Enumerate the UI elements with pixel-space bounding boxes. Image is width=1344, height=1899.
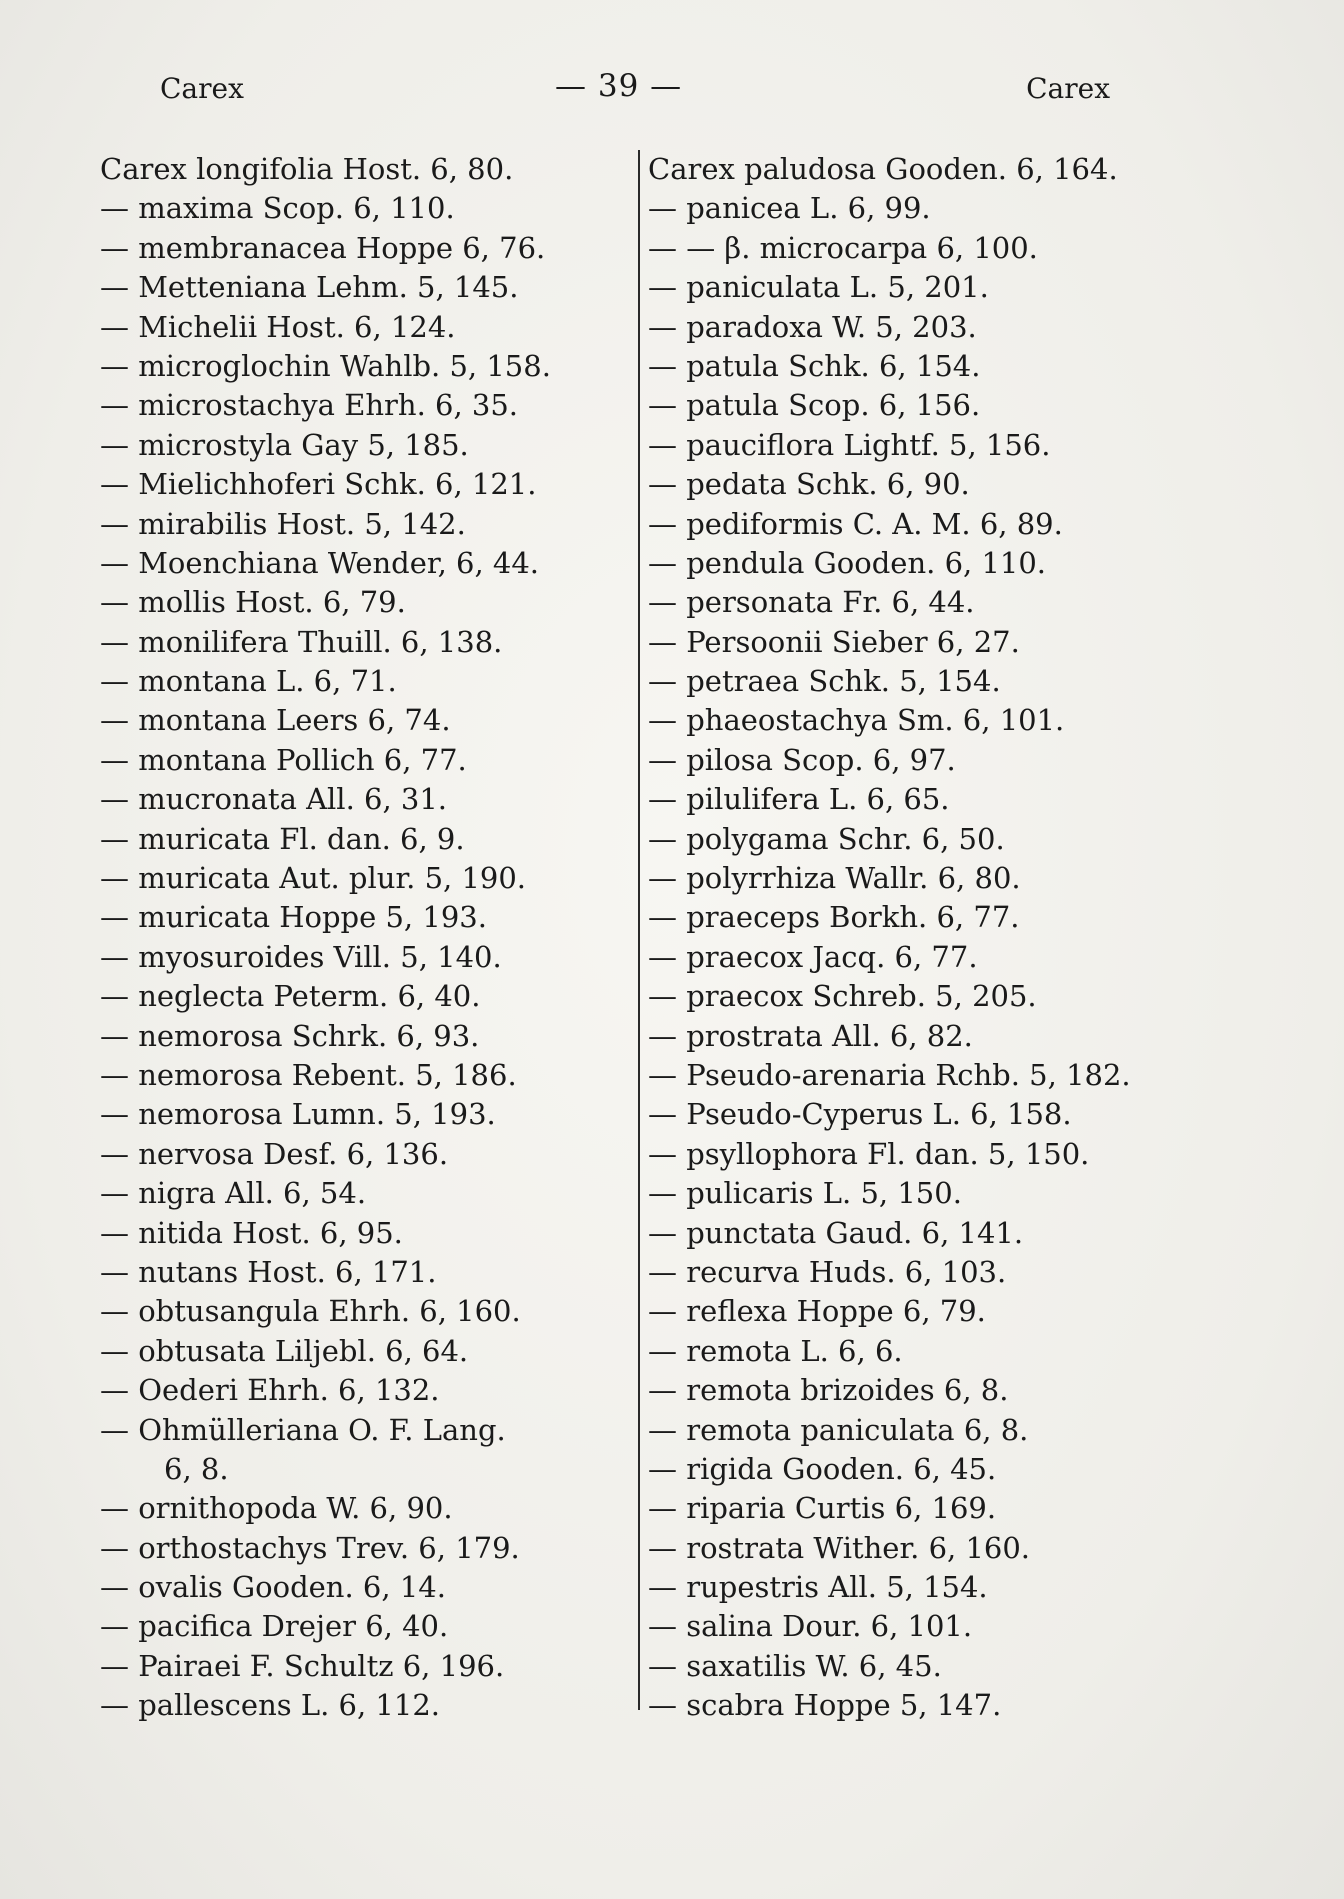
index-entry: — nitida Host. 6, 95. (100, 1215, 403, 1250)
left-column (100, 150, 630, 1726)
index-entry: — pilulifera L. 6, 65. (648, 782, 950, 817)
column-divider (638, 150, 640, 1710)
index-entry: — prostrata All. 6, 82. (648, 1018, 973, 1053)
index-entry: — scabra Hoppe 5, 147. (648, 1688, 1002, 1723)
index-entry: — nutans Host. 6, 171. (100, 1254, 437, 1289)
index-entry: — rupestris All. 5, 154. (648, 1570, 988, 1605)
index-entry: — pediformis C. A. M. 6, 89. (648, 506, 1063, 541)
index-entry: — punctata Gaud. 6, 141. (648, 1215, 1024, 1250)
index-entry: — riparia Curtis 6, 169. (648, 1491, 997, 1526)
header-left: Carex (160, 72, 244, 105)
index-entry: — paradoxa W. 5, 203. (648, 309, 977, 344)
index-entry: — pauciflora Lightf. 5, 156. (648, 427, 1051, 462)
index-entry: — phaeostachya Sm. 6, 101. (648, 703, 1065, 738)
index-entry: — — β. microcarpa 6, 100. (648, 230, 1038, 265)
right-column (648, 150, 1208, 1726)
index-entry: — nervosa Desf. 6, 136. (100, 1136, 449, 1171)
index-entry: — praeceps Borkh. 6, 77. (648, 900, 1020, 935)
index-entry: — membranacea Hoppe 6, 76. (100, 230, 546, 265)
index-entry: — microglochin Wahlb. 5, 158. (100, 348, 551, 383)
index-entry: — obtusata Liljebl. 6, 64. (100, 1333, 469, 1368)
index-entry: — montana Pollich 6, 77. (100, 742, 467, 777)
index-entry: — mirabilis Host. 5, 142. (100, 506, 466, 541)
index-entry: — montana L. 6, 71. (100, 664, 397, 699)
index-entry: — rostrata Wither. 6, 160. (648, 1530, 1031, 1565)
index-entry: — microstyla Gay 5, 185. (100, 427, 469, 462)
index-entry: — pallescens L. 6, 112. (100, 1688, 440, 1723)
index-entry: — Pseudo-arenaria Rchb. 5, 182. (648, 1057, 1131, 1092)
index-entry: — remota paniculata 6, 8. (648, 1412, 1029, 1447)
index-entry: — orthostachys Trev. 6, 179. (100, 1530, 520, 1565)
index-entry: — Pairaei F. Schultz 6, 196. (100, 1648, 505, 1683)
index-entry: — salina Dour. 6, 101. (648, 1609, 973, 1644)
index-entry: — polyrrhiza Wallr. 6, 80. (648, 861, 1021, 896)
header-right: Carex (1026, 72, 1110, 105)
index-entry: — rigida Gooden. 6, 45. (648, 1451, 997, 1486)
index-entry: 6, 8. (164, 1451, 229, 1486)
index-entry: — polygama Schr. 6, 50. (648, 821, 1005, 856)
index-entry: — Ohmülleriana O. F. Lang. (100, 1412, 506, 1447)
index-entry: — mollis Host. 6, 79. (100, 585, 406, 620)
index-entry: — Persoonii Sieber 6, 27. (648, 624, 1020, 659)
index-entry: — panicea L. 6, 99. (648, 191, 931, 226)
index-entry: — Michelii Host. 6, 124. (100, 309, 456, 344)
index-entry: — ovalis Gooden. 6, 14. (100, 1570, 446, 1605)
index-entry: — nemorosa Lumn. 5, 193. (100, 1097, 496, 1132)
index-entry: — remota brizoides 6, 8. (648, 1373, 1009, 1408)
index-entry: — remota L. 6, 6. (648, 1333, 903, 1368)
index-entry: — pedata Schk. 6, 90. (648, 467, 970, 502)
index-entry: Carex longifolia Host. 6, 80. (100, 152, 514, 186)
index-entry: — mucronata All. 6, 31. (100, 782, 448, 817)
index-entry: — psyllophora Fl. dan. 5, 150. (648, 1136, 1090, 1171)
index-entry: — neglecta Peterm. 6, 40. (100, 979, 481, 1014)
running-header (160, 68, 1110, 112)
index-entry: — pilosa Scop. 6, 97. (648, 742, 956, 777)
index-entry: — pulicaris L. 5, 150. (648, 1176, 962, 1211)
index-entry: — myosuroides Vill. 5, 140. (100, 939, 502, 974)
index-entry: — praecox Schreb. 5, 205. (648, 979, 1037, 1014)
index-entry: — nemorosa Rebent. 5, 186. (100, 1057, 517, 1092)
index-entry: — nigra All. 6, 54. (100, 1176, 367, 1211)
index-entry: — patula Schk. 6, 154. (648, 348, 981, 383)
index-entry: — recurva Huds. 6, 103. (648, 1254, 1007, 1289)
index-entry: Carex paludosa Gooden. 6, 164. (648, 152, 1118, 186)
index-entry: — praecox Jacq. 6, 77. (648, 939, 978, 974)
index-entry: — maxima Scop. 6, 110. (100, 191, 455, 226)
index-entry: — personata Fr. 6, 44. (648, 585, 975, 620)
index-entry: — Pseudo-Cyperus L. 6, 158. (648, 1097, 1072, 1132)
index-entry: — pendula Gooden. 6, 110. (648, 545, 1047, 580)
index-entry: — microstachya Ehrh. 6, 35. (100, 388, 519, 423)
index-entry: — muricata Aut. plur. 5, 190. (100, 861, 527, 896)
index-entry: — muricata Hoppe 5, 193. (100, 900, 487, 935)
index-entry: — muricata Fl. dan. 6, 9. (100, 821, 465, 856)
index-entry: — obtusangula Ehrh. 6, 160. (100, 1294, 521, 1329)
index-entry: — Mielichhoferi Schk. 6, 121. (100, 467, 537, 502)
index-entry: — Oederi Ehrh. 6, 132. (100, 1373, 440, 1408)
index-entry: — paniculata L. 5, 201. (648, 270, 989, 305)
index-entry: — monilifera Thuill. 6, 138. (100, 624, 503, 659)
index-entry: — montana Leers 6, 74. (100, 703, 451, 738)
index-entry: — Moenchiana Wender, 6, 44. (100, 545, 540, 580)
page-number: — 39 — (555, 68, 683, 104)
index-entry: — Metteniana Lehm. 5, 145. (100, 270, 519, 305)
index-entry: — ornithopoda W. 6, 90. (100, 1491, 453, 1526)
index-entry: — pacifica Drejer 6, 40. (100, 1609, 449, 1644)
index-entry: — patula Scop. 6, 156. (648, 388, 981, 423)
index-entry: — saxatilis W. 6, 45. (648, 1648, 942, 1683)
index-entry: — nemorosa Schrk. 6, 93. (100, 1018, 480, 1053)
index-entry: — reflexa Hoppe 6, 79. (648, 1294, 986, 1329)
index-entry: — petraea Schk. 5, 154. (648, 664, 1001, 699)
